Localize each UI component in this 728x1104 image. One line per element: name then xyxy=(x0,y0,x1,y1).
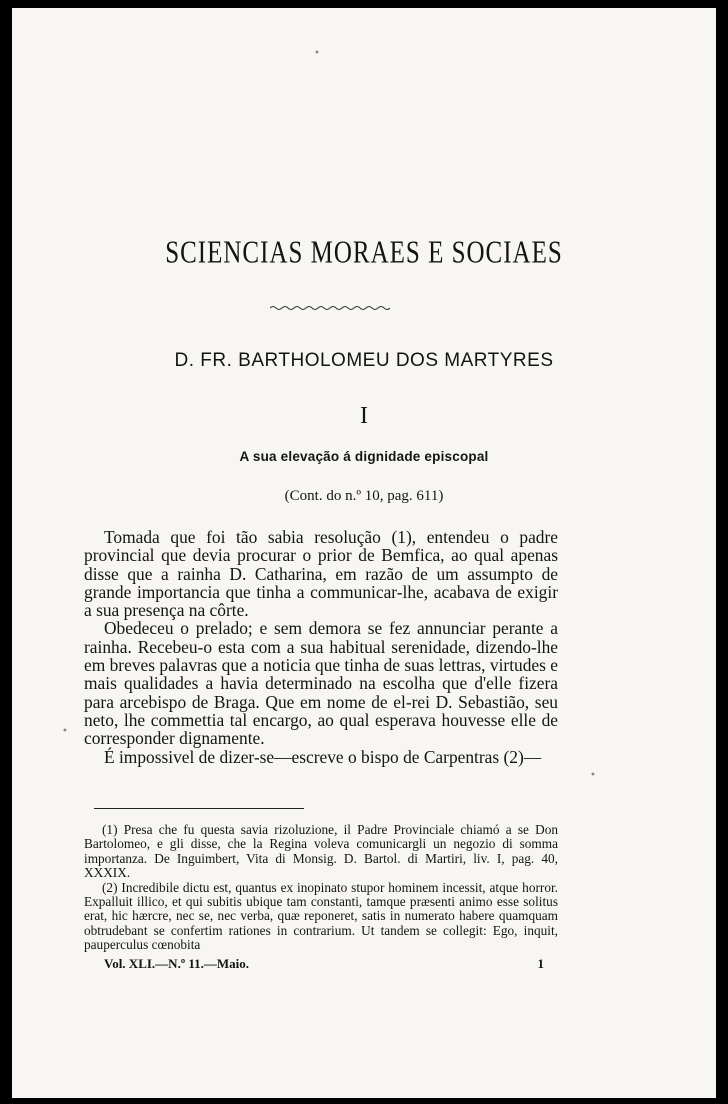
chapter-number: I xyxy=(360,403,368,429)
article-title: D. FR. BARTHOLOMEU DOS MARTYRES xyxy=(174,350,554,371)
body-paragraph: Obedeceu o prelado; e sem demora se fez annunciar perante a rainha. Recebeu-o esta com a sua habitual serenidade, dizendo-lhe em breves palavras que a noticia que tinha de suas lettras, virtudes e mais qualidades a havia determinado na escolha que d'elle fizera para arcebispo de Braga. Que em nome de el-rei D. Sebastião, seu neto, lhe commettia tal encargo, ao qual esperava houvesse elle de corresponder dignamente. xyxy=(84,618,558,749)
footnote: (1) Presa che fu questa savia rizoluzione, il Padre Provinciale chiamó a se Don Bartolomeo, e gli disse, che la Regina voleva comunicargli un negozio di somma importanza. De Inguimbert, Vita di Monsig. D. Bartol. di Martiri, liv. I, pag. 40, XXXIX. xyxy=(84,822,558,881)
body-text xyxy=(84,528,558,766)
footnote: (2) Incredibile dictu est, quantus ex inopinato stupor hominem incessit, atque horror. Expalluit illico, et qui subitis ubique tam constanti, tamque præsenti animo esse solitus erat, hic hærcre, nec se, nec verba, quæ reponeret, satis in numerato habere quamquam obtrudebant se confertim rationes in contrarium. Ut tandem se collegit: Ego, inquit, pauperculus cœnobita xyxy=(84,879,558,953)
continuation-note: (Cont. do n.º 10, pag. 611) xyxy=(284,488,444,504)
page-footer xyxy=(104,956,544,972)
footnote-rule xyxy=(94,808,304,809)
print-speck: • xyxy=(314,48,320,59)
ornament-divider xyxy=(270,304,390,312)
signature-mark: 1 xyxy=(537,956,544,971)
body-paragraph: Tomada que foi tão sabia resolução (1), entendeu o padre provincial que devia procurar o prior de Bemfica, ao qual apenas disse que a rainha D. Catharina, em razão de um assumpto de grande importancia que tinha a communicar-lhe, acabava de exigir a sua presença na côrte. xyxy=(84,527,558,621)
print-speck: • xyxy=(590,770,596,781)
body-paragraph: É impossivel de dizer-se—escreve o bispo de Carpentras (2)— xyxy=(104,746,542,767)
page xyxy=(12,8,716,1098)
section-title: SCIENCIAS MORAES E SOCIAES xyxy=(165,236,563,270)
volume-info: Vol. XLI.—N.º 11.—Maio. xyxy=(104,956,250,971)
footnotes xyxy=(84,823,558,953)
chapter-subtitle: A sua elevação á dignidade episcopal xyxy=(239,449,489,464)
print-speck: • xyxy=(62,726,68,737)
